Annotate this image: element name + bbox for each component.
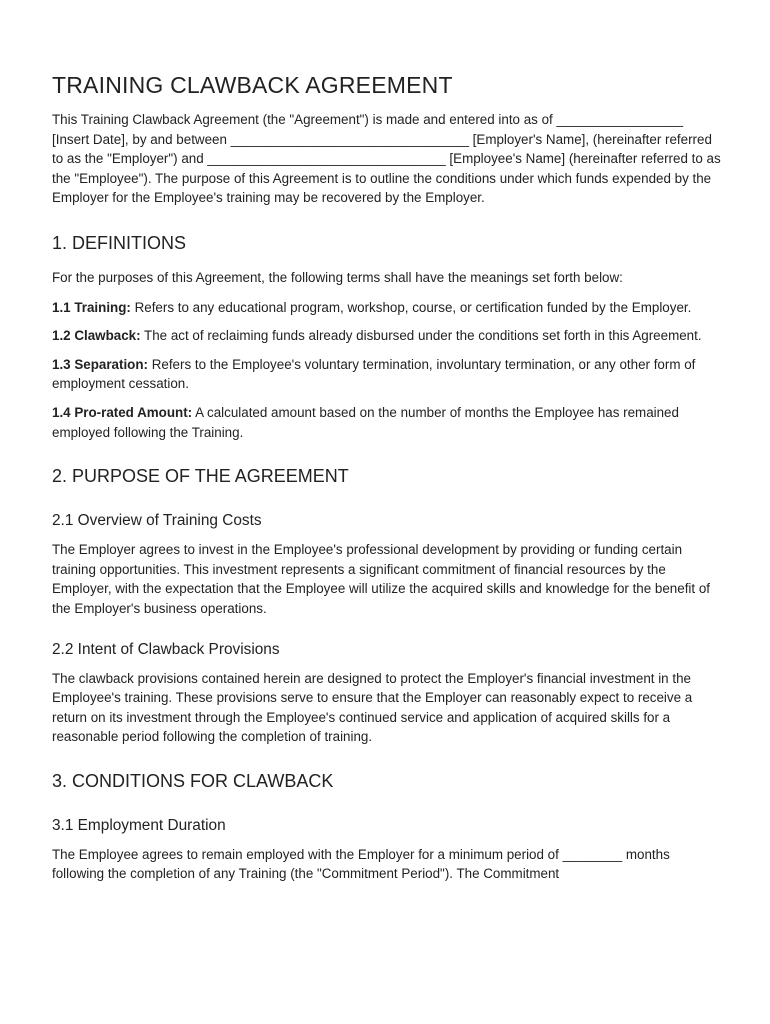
- definition-item: [52, 355, 722, 394]
- definition-text: The act of reclaiming funds already disbursed under the conditions set forth in this Agreement.: [140, 328, 702, 344]
- document-title: TRAINING CLAWBACK AGREEMENT: [52, 72, 453, 98]
- definition-text: Refers to any educational program, workshop, course, or certification funded by the Employer.: [130, 299, 692, 315]
- definition-text: A calculated amount based on the number of months the Employee has remained employed following the Training.: [52, 404, 679, 440]
- document-body: [52, 70, 722, 884]
- definition-term: 1.2 Clawback:: [52, 328, 141, 344]
- subsection-heading-training-costs: 2.1 Overview of Training Costs: [52, 512, 262, 530]
- subsection-heading-employment-duration: 3.1 Employment Duration: [52, 816, 226, 834]
- section-heading-conditions: 3. CONDITIONS FOR CLAWBACK: [52, 770, 334, 791]
- definition-term: 1.1 Training:: [52, 299, 131, 315]
- subsection-heading-clawback-intent: 2.2 Intent of Clawback Provisions: [52, 640, 280, 658]
- section-heading-definitions: 1. DEFINITIONS: [52, 232, 187, 253]
- training-costs-paragraph: The Employer agrees to invest in the Employee's professional development by providing or funding certain training opportunities. This investment represents a significant commitment of financial resources by the Employer, with the expectation that the Employee will utilize the acquired skills and knowledge for the benefit of the Employer's business operations.: [52, 542, 710, 616]
- definition-text: Refers to the Employee's voluntary termination, involuntary termination, or any other form of employment cessation.: [52, 356, 696, 392]
- definition-item: [52, 298, 722, 318]
- definition-item: [52, 326, 722, 346]
- definition-term: 1.4 Pro-rated Amount:: [52, 404, 193, 420]
- employment-duration-paragraph: The Employee agrees to remain employed with the Employer for a minimum period of ________ months following the completion of any Training (the "Commitment Period"). The Commitment: [52, 846, 670, 882]
- section-heading-purpose: 2. PURPOSE OF THE AGREEMENT: [52, 466, 349, 487]
- definitions-lead: For the purposes of this Agreement, the following terms shall have the meanings set forth below:: [52, 269, 623, 285]
- definition-item: [52, 403, 722, 442]
- intro-paragraph: This Training Clawback Agreement (the "Agreement") is made and entered into as of _________________ [Insert Date], by and between ________________________________ [Employer's Name], (hereinafter referred to as the "Employer") and ________________________________ [Employee's Name] (hereinafter referred to as the "Employee"). The purpose of this Agreement is to outline the conditions under which funds expended by the Employer for the Employee's training may be recovered by the Employer.: [52, 112, 721, 206]
- definition-term: 1.3 Separation:: [52, 356, 148, 372]
- clawback-intent-paragraph: The clawback provisions contained herein are designed to protect the Employer's financial investment in the Employee's training. These provisions serve to ensure that the Employer can reasonably expect to receive a return on its investment through the Employee's continued service and application of acquired skills for a reasonable period following the completion of training.: [52, 670, 693, 745]
